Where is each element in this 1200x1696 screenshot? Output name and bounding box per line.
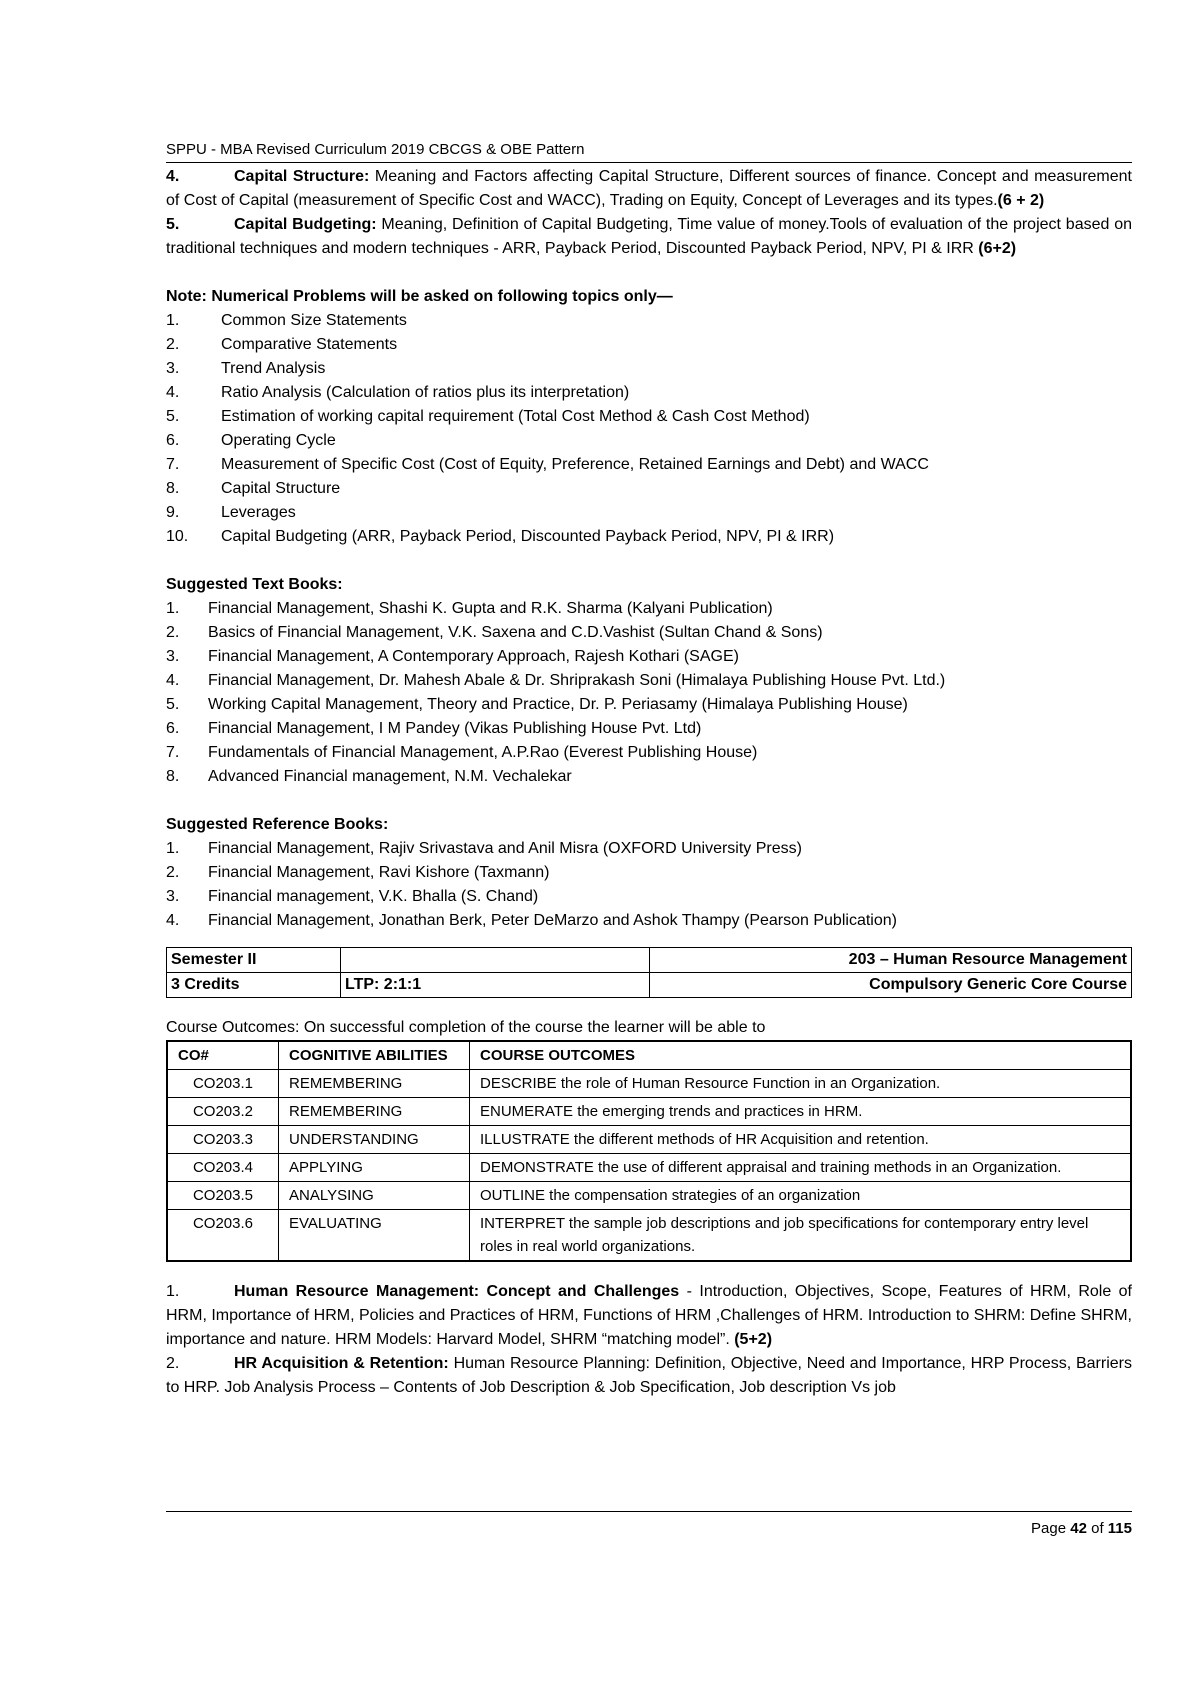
course-cell: 203 – Human Resource Management — [650, 948, 1132, 973]
list-item: 2. Comparative Statements — [166, 336, 398, 353]
table-header-row — [167, 1041, 1131, 1070]
unit-number: 2. — [166, 1355, 180, 1372]
unit-text: Human Resource Planning: Definition, Objective, Need and Importance, HRP Process, Barriers to HRP. Job Analysis Process – Contents of Job Description & Job Specification, Job description Vs job — [166, 1355, 1132, 1396]
credits-cell: 3 Credits — [167, 973, 341, 998]
course-outcomes-table — [166, 1040, 1132, 1262]
list-item: 8. Capital Structure — [166, 480, 341, 497]
list-item: 9. Leverages — [166, 504, 296, 521]
unit-hours: (6+2) — [978, 240, 1017, 257]
empty-cell — [341, 948, 650, 973]
table-row: CO203.3 UNDERSTANDING ILLUSTRATE the different methods of HR Acquisition and retention. — [167, 1126, 1131, 1154]
course-type-cell: Compulsory Generic Core Course — [650, 973, 1132, 998]
table-row — [167, 973, 1132, 998]
note-title: Note: Numerical Problems will be asked on following topics only— — [166, 288, 673, 305]
list-item: 1. Financial Management, Rajiv Srivastava and Anil Misra (OXFORD University Press) — [166, 840, 802, 857]
list-item: 3. Trend Analysis — [166, 360, 326, 377]
unit-number: 1. — [166, 1283, 180, 1300]
column-header: COURSE OUTCOMES — [470, 1041, 1132, 1070]
page-number: 42 — [1070, 1520, 1087, 1537]
list-item: 4. Financial Management, Dr. Mahesh Abale & Dr. Shriprakash Soni (Himalaya Publishing House Pvt. Ltd.) — [166, 672, 946, 689]
list-item: 4. Ratio Analysis (Calculation of ratios plus its interpretation) — [166, 384, 630, 401]
hrm-unit-1-paragraph — [166, 1280, 1132, 1352]
page-header: SPPU - MBA Revised Curriculum 2019 CBCGS & OBE Pattern — [166, 140, 1132, 163]
table-row: CO203.5 ANALYSING OUTLINE the compensation strategies of an organization — [167, 1182, 1131, 1210]
ltp-cell: LTP: 2:1:1 — [341, 973, 650, 998]
unit-text: Meaning and Factors affecting Capital Structure, Different sources of finance. Concept and measurement of Cost of Capital (measurement of Specific Cost and WACC), Trading on Equity, Concept of Leverages and its types. — [166, 168, 1132, 209]
list-item: 6. Financial Management, I M Pandey (Vikas Publishing House Pvt. Ltd) — [166, 720, 702, 737]
hrm-unit-2-paragraph — [166, 1352, 1132, 1400]
table-row: CO203.4 APPLYING DEMONSTRATE the use of different appraisal and training methods in an Organization. — [167, 1154, 1131, 1182]
list-item: 6. Operating Cycle — [166, 432, 336, 449]
unit-text: Meaning, Definition of Capital Budgeting, Time value of money.Tools of evaluation of the project based on traditional techniques and modern techniques - ARR, Payback Period, Discounted Payback Period, NPV, PI & IRR — [166, 216, 1132, 257]
list-item: 1. Common Size Statements — [166, 312, 407, 329]
table-row: CO203.6 EVALUATING INTERPRET the sample job descriptions and job specifications for contemporary entry level roles in real world organizations. — [167, 1210, 1131, 1262]
semester-table — [166, 947, 1132, 998]
page-total: 115 — [1107, 1520, 1132, 1537]
text-books-title: Suggested Text Books: — [166, 576, 343, 593]
unit-4-paragraph — [166, 165, 1132, 213]
column-header: COGNITIVE ABILITIES — [279, 1041, 470, 1070]
list-item: 5. Estimation of working capital requirement (Total Cost Method & Cash Cost Method) — [166, 408, 810, 425]
column-header: CO# — [167, 1041, 279, 1070]
list-item: 2. Financial Management, Ravi Kishore (Taxmann) — [166, 864, 550, 881]
list-item: 3. Financial Management, A Contemporary Approach, Rajesh Kothari (SAGE) — [166, 648, 739, 665]
table-row: CO203.1 REMEMBERING DESCRIBE the role of Human Resource Function in an Organization. — [167, 1070, 1131, 1098]
unit-text: - Introduction, Objectives, Scope, Features of HRM, Role of HRM, Importance of HRM, Policies and Practices of HRM, Functions of HRM ,Challenges of HRM. Introduction to SHRM: Define SHRM, importance and nature. HRM Models: Harvard Model, SHRM “matching model”. — [166, 1283, 1132, 1348]
list-item: 3. Financial management, V.K. Bhalla (S. Chand) — [166, 888, 539, 905]
text-books-list — [166, 597, 1132, 789]
list-item: 7. Measurement of Specific Cost (Cost of Equity, Preference, Retained Earnings and Debt) and WACC — [166, 456, 929, 473]
page-content — [166, 140, 1132, 1400]
unit-5-paragraph — [166, 213, 1132, 261]
list-item: 8. Advanced Financial management, N.M. Vechalekar — [166, 768, 572, 785]
unit-title: Capital Structure: — [234, 168, 370, 185]
list-item: 7. Fundamentals of Financial Management, A.P.Rao (Everest Publishing House) — [166, 744, 758, 761]
unit-hours: (5+2) — [734, 1331, 773, 1348]
table-row: CO203.2 REMEMBERING ENUMERATE the emerging trends and practices in HRM. — [167, 1098, 1131, 1126]
course-outcomes-intro: Course Outcomes: On successful completion of the course the learner will be able to — [166, 1019, 766, 1036]
reference-books-list — [166, 837, 1132, 933]
list-item: 4. Financial Management, Jonathan Berk, Peter DeMarzo and Ashok Thampy (Pearson Publication) — [166, 912, 897, 929]
list-item: 2. Basics of Financial Management, V.K. Saxena and C.D.Vashist (Sultan Chand & Sons) — [166, 624, 823, 641]
reference-books-title: Suggested Reference Books: — [166, 816, 389, 833]
unit-hours: (6 + 2) — [997, 192, 1045, 209]
unit-title: HR Acquisition & Retention: — [234, 1355, 449, 1372]
semester-cell: Semester II — [167, 948, 341, 973]
table-row — [167, 948, 1132, 973]
unit-number: 5. — [166, 216, 180, 233]
list-item: 10. Capital Budgeting (ARR, Payback Period, Discounted Payback Period, NPV, PI & IRR) — [166, 528, 835, 545]
list-item: 1. Financial Management, Shashi K. Gupta and R.K. Sharma (Kalyani Publication) — [166, 600, 773, 617]
unit-title: Capital Budgeting: — [234, 216, 377, 233]
unit-number: 4. — [166, 168, 180, 185]
unit-title: Human Resource Management: Concept and Challenges — [234, 1283, 680, 1300]
page-footer: Page 42 of 115 — [166, 1511, 1132, 1537]
note-topics-list — [166, 309, 1132, 549]
list-item: 5. Working Capital Management, Theory and Practice, Dr. P. Periasamy (Himalaya Publishing House) — [166, 696, 908, 713]
